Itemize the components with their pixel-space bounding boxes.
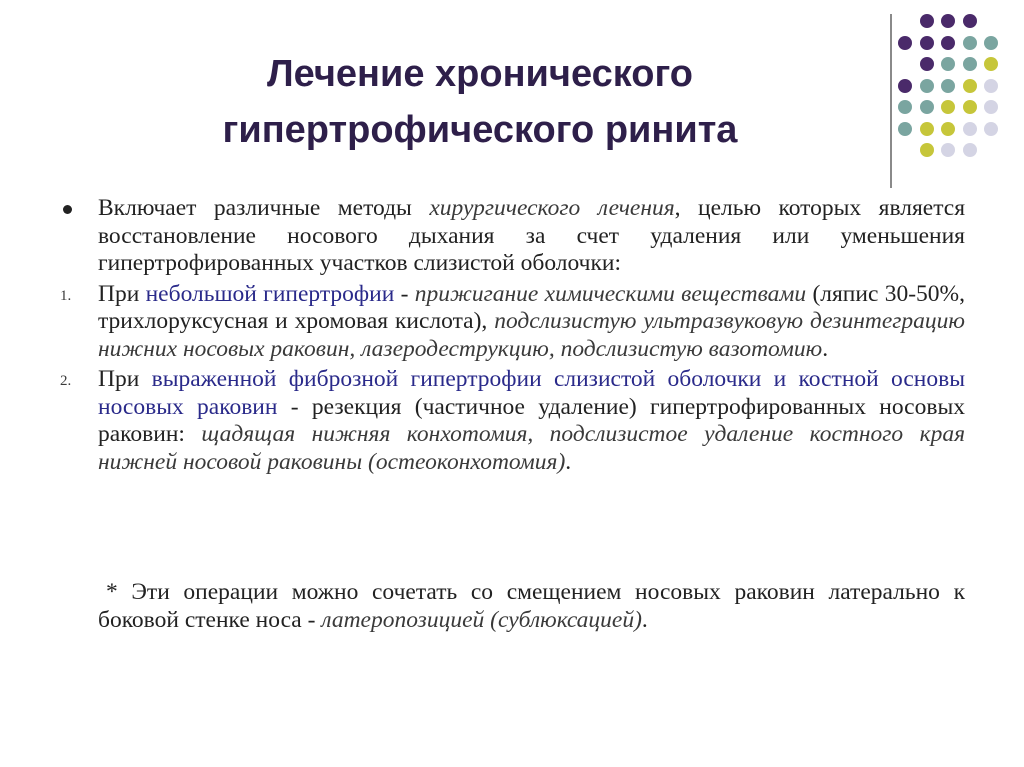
decorative-dot-icon [963,57,977,71]
decorative-dot-icon [963,143,977,157]
item-italic-2: подслизистую ультразвуковую дезинтеграцию нижних носовых раковин, лазеродеструкцию, подслизистую вазотомию [98,308,965,362]
decorative-dot-icon [984,100,998,114]
decorative-dot-icon [963,36,977,50]
decorative-dot-icon [898,36,912,50]
decorative-dot-icon [941,100,955,114]
item-italic: прижигание химическими веществами [414,280,807,307]
bullet-highlight: хирургического лечения [429,195,675,221]
item-end: . [822,335,829,362]
item-end: . [565,448,572,475]
item-normal: - резекция (частичное удаление) гипертрофированных носовых раковин: [98,393,965,447]
decorative-dot-icon [941,14,955,28]
decorative-dot-icon [941,57,955,71]
decorative-dot-icon [920,100,934,114]
decorative-dot-icon [920,143,934,157]
item-highlight: небольшой гипертрофии [145,280,395,307]
decorative-dot-icon [920,122,934,136]
decorative-dot-icon [941,36,955,50]
decorative-dot-icon [898,122,912,136]
decorative-dot-icon [920,57,934,71]
bullet-dot-icon [63,205,72,214]
decorative-dot-icon [898,79,912,93]
footnote-italic: латеропозицией (сублюксацией) [321,607,642,633]
decorative-dot-icon [920,79,934,93]
footnote-end: . [641,607,648,633]
decorative-dot-icon [963,79,977,93]
item-separator: - [394,280,415,307]
bullet-text: Включает различные методы [98,195,430,221]
decorative-dot-icon [984,79,998,93]
item-italic: щадящая нижняя конхотомия, подслизистое удаление костного края нижней носовой раковины (остеоконхотомия) [98,421,965,475]
decorative-dot-icon [941,122,955,136]
numbered-item-1 [60,281,965,364]
decorative-dot-icon [984,57,998,71]
decorative-dot-icon [984,36,998,50]
decorative-dot-icon [984,122,998,136]
slide-content [60,195,965,479]
decorative-dot-icon [963,122,977,136]
item-number: 2. [60,373,72,389]
decorative-dot-icon [920,36,934,50]
bullet-text-rest: , целью которых является восстановление носового дыхания за счет удаления или уменьшения гипертрофированных участков слизистой оболочки: [98,195,966,276]
decorative-dot-icon [898,100,912,114]
item-highlight: выраженной фиброзной гипертрофии слизистой оболочки и костной основы носовых раковин [98,366,965,420]
footnote [98,578,965,634]
decorative-dot-icon [963,14,977,28]
bullet-item [60,195,965,278]
title-line-2: гипертрофического ринита [222,109,738,151]
item-prefix: При [98,280,146,307]
divider-line [890,14,892,188]
item-number: 1. [60,287,72,304]
title-line-1: Лечение хронического [266,53,693,95]
item-normal: (ляпис 30-50%, трихлоруксусная и хромовая кислота), [98,280,965,334]
item-prefix: При [98,366,152,392]
decorative-dot-icon [941,143,955,157]
decorative-dot-icon [941,79,955,93]
decorative-dot-icon [963,100,977,114]
slide-title [120,46,840,158]
footnote-text: * Эти операции можно сочетать со смещением носовых раковин латерально к боковой стенке носа - [98,579,965,633]
decorative-dot-icon [920,14,934,28]
numbered-item-2 [60,366,965,476]
